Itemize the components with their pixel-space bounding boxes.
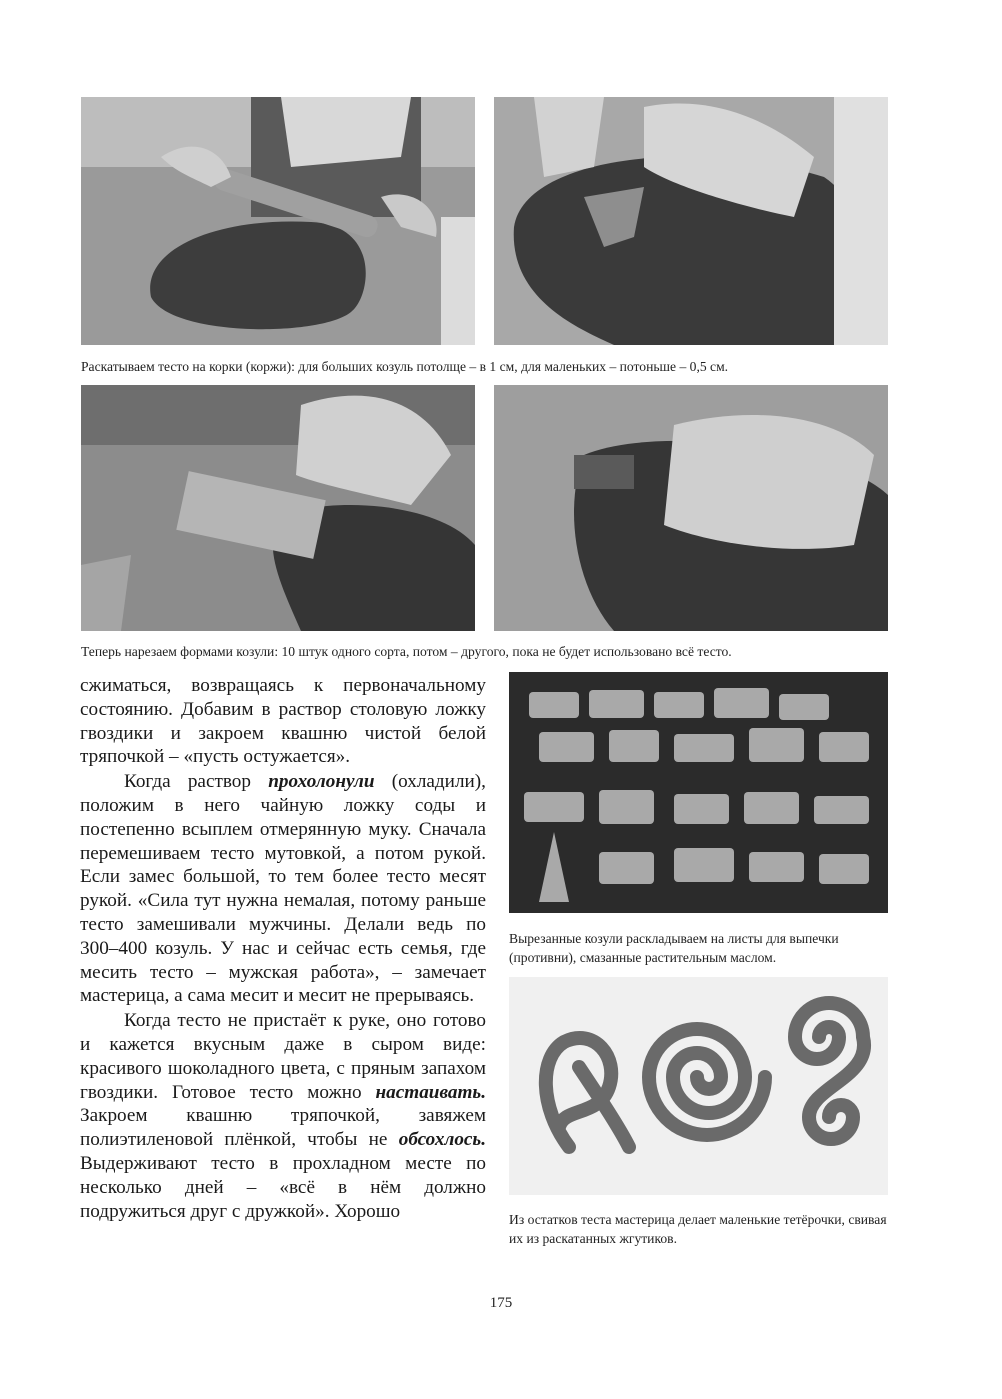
photo-baking-trays [509,672,888,913]
caption-trays: Вырезанные козули раскладываем на листы для выпечки (противни), смазанные растительным маслом. [509,931,839,965]
photo-hand-on-form [494,385,888,631]
paragraph-1: сжиматься, возвращаясь к первоначальному состоянию. Добавим в раствор столовую ложку гвоздики и закроем квашню чистой белой тряпочкой – «пусть остужается». [80,675,486,768]
term-proholonuli: прохолонули [268,771,375,793]
photo-rolling-dough [81,97,475,345]
photo-spiral-tetyorochki [509,977,888,1195]
page-number: 175 [489,1295,513,1311]
term-nastaivat: настаивать. [375,1081,486,1103]
body-text [80,674,486,1223]
photo-pressing-form [81,385,475,631]
caption-spirals: Из остатков теста мастерица делает маленькие тетёрочки, свивая их из раскатанных жгутиков. [509,1212,887,1246]
paragraph-2: Когда раствор прохолонули (охладили), положим в него чайную ложку соды и постепенно всыплем отмерянную муку. Сначала перемешиваем тесто мутовкой, а потом рукой. Если замес большой, то тем более тесто месят рукой. «Сила тут нужна немалая, потому раньше тесто замешивали мужчины. Делали ведь по 300–400 козуль. У нас и сейчас есть семья, где месить тесто – мужская работа», – замечает мастерица, а сама месит и месит не прерываясь. [80,771,486,1007]
paragraph-3: Когда тесто не пристаёт к руке, оно готово и кажется вкусным даже в сыром виде: красивого шоколадного цвета, с пряным запахом гвоздики. Готовое тесто можно настаивать. Закроем квашню тряпочкой, завяжем полиэтиленовой плёнкой, чтобы не обсохлось. Выдерживают тесто в прохладном месте по несколько дней – «всё в нём должно подружиться друг с дружкой». Хорошо [80,1010,486,1222]
caption-rolling: Раскатываем тесто на корки (коржи): для больших козуль потолще – в 1 см, для маленьких – потоньше – 0,5 см. [81,359,729,374]
term-obsohlos: обсохлось. [398,1129,486,1151]
photo-cutting-form [494,97,888,345]
caption-cutting: Теперь нарезаем формами козули: 10 штук одного сорта, потом – другого, пока не будет использовано всё тесто. [81,644,732,659]
